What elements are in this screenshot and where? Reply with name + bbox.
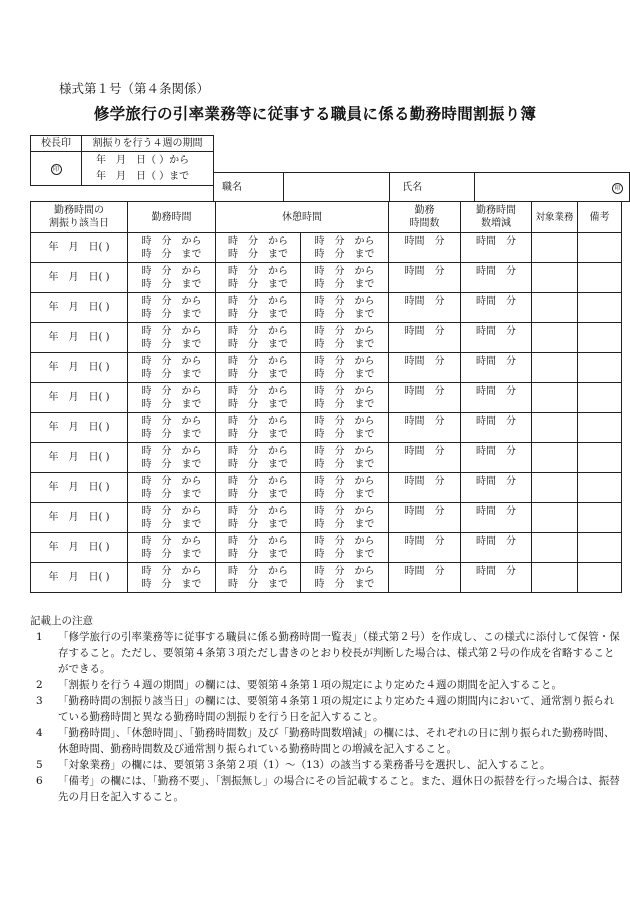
time-to-text: 時 分 まで bbox=[228, 518, 288, 530]
date-cell[interactable]: 年 月 日( ) bbox=[31, 413, 128, 443]
note-number: 6 bbox=[36, 775, 43, 787]
time-to-text: 時 分 まで bbox=[228, 248, 288, 260]
break-time-cell-2[interactable] bbox=[301, 473, 389, 503]
remarks-cell[interactable] bbox=[578, 233, 622, 263]
note-item bbox=[30, 773, 620, 805]
remarks-cell[interactable] bbox=[578, 503, 622, 533]
break-time-cell-2[interactable] bbox=[301, 443, 389, 473]
time-from-text: 時 分 から bbox=[228, 295, 288, 307]
change-cell[interactable]: 時間 分 bbox=[461, 233, 532, 263]
table-row bbox=[31, 293, 622, 323]
change-cell[interactable]: 時間 分 bbox=[461, 263, 532, 293]
date-cell[interactable]: 年 月 日( ) bbox=[31, 263, 128, 293]
table-row bbox=[31, 263, 622, 293]
remarks-cell[interactable] bbox=[578, 323, 622, 353]
remarks-cell[interactable] bbox=[578, 533, 622, 563]
time-from-text: 時 分 から bbox=[314, 295, 375, 307]
name-field[interactable] bbox=[474, 173, 629, 202]
note-number: 4 bbox=[36, 727, 43, 739]
break-time-cell-1[interactable] bbox=[216, 563, 301, 593]
time-from-text: 時 分 から bbox=[314, 385, 375, 397]
notes-list bbox=[30, 629, 620, 805]
remarks-cell[interactable] bbox=[578, 263, 622, 293]
time-from-text: 時 分 から bbox=[141, 475, 202, 487]
note-text: 「修学旅行の引率業務等に従事する職員に係る勤務時間一覧表」（様式第２号）を作成し、この様式に添付して保管・保存すること。ただし、要領第４条第３項ただし書きのとおり校長が判断した場合は、様式第２号の作成を省略することができる。 bbox=[58, 631, 620, 675]
note-number: 1 bbox=[36, 631, 43, 643]
hours-cell[interactable]: 時間 分 bbox=[389, 233, 461, 263]
work-time-cell[interactable] bbox=[128, 413, 216, 443]
time-to-text: 時 分 まで bbox=[314, 458, 375, 470]
time-from-text: 時 分 から bbox=[314, 475, 375, 487]
col-header-date-line2: 割振り該当日 bbox=[49, 218, 109, 229]
break-time-cell-2[interactable] bbox=[301, 563, 389, 593]
note-text: 「割振りを行う４週の期間」の欄には、要領第４条第１項の規定により定めた４週の期間を記入すること。 bbox=[58, 679, 562, 691]
time-to-text: 時 分 まで bbox=[228, 428, 288, 440]
note-number: 5 bbox=[36, 759, 43, 771]
time-to-text: 時 分 まで bbox=[314, 518, 375, 530]
time-to-text: 時 分 まで bbox=[228, 578, 288, 590]
break-time-cell-1[interactable] bbox=[216, 383, 301, 413]
change-cell[interactable]: 時間 分 bbox=[461, 473, 532, 503]
time-from-text: 時 分 から bbox=[314, 235, 375, 247]
break-time-cell-1[interactable] bbox=[216, 413, 301, 443]
target-cell[interactable] bbox=[532, 503, 578, 533]
col-header-hours-line2: 時間数 bbox=[409, 218, 440, 229]
note-text: 「勤務時間の割振り該当日」の欄には、要領第４条第１項の規定により定めた４週の期間内において、通常割り振られている勤務時間と異なる勤務時間の割振りを行う日を記入すること。 bbox=[58, 695, 615, 723]
time-from-text: 時 分 から bbox=[141, 445, 202, 457]
date-cell[interactable]: 年 月 日( ) bbox=[31, 563, 128, 593]
target-cell[interactable] bbox=[532, 473, 578, 503]
time-to-text: 時 分 まで bbox=[314, 428, 375, 440]
change-cell[interactable]: 時間 分 bbox=[461, 353, 532, 383]
time-from-text: 時 分 から bbox=[228, 565, 288, 577]
time-to-text: 時 分 まで bbox=[314, 488, 375, 500]
note-text: 「勤務時間」、「休憩時間」、「勤務時間数」及び「勤務時間数増減」の欄には、それぞれの日に割り振られた勤務時間、休憩時間、勤務時間数及び通常割り振られている勤務時間との増減を記入すること。 bbox=[58, 727, 615, 755]
time-from-text: 時 分 から bbox=[228, 235, 288, 247]
time-from-text: 時 分 から bbox=[314, 565, 375, 577]
break-time-cell-1[interactable] bbox=[216, 233, 301, 263]
name-label: 氏名 bbox=[390, 173, 474, 202]
time-from-text: 時 分 から bbox=[228, 355, 288, 367]
position-label: 職名 bbox=[214, 173, 284, 202]
table-row bbox=[31, 323, 622, 353]
date-cell[interactable]: 年 月 日( ) bbox=[31, 293, 128, 323]
note-item bbox=[30, 629, 620, 677]
break-time-cell-2[interactable] bbox=[301, 323, 389, 353]
col-header-change-line2: 数増減 bbox=[481, 218, 511, 229]
work-time-cell[interactable] bbox=[128, 443, 216, 473]
table-row bbox=[31, 353, 622, 383]
time-from-text: 時 分 から bbox=[141, 325, 202, 337]
remarks-cell[interactable] bbox=[578, 563, 622, 593]
time-to-text: 時 分 まで bbox=[141, 308, 202, 320]
work-time-cell[interactable] bbox=[128, 263, 216, 293]
time-from-text: 時 分 から bbox=[141, 415, 202, 427]
time-from-text: 時 分 から bbox=[141, 235, 202, 247]
hours-cell[interactable]: 時間 分 bbox=[389, 443, 461, 473]
hours-cell[interactable]: 時間 分 bbox=[389, 353, 461, 383]
date-cell[interactable]: 年 月 日( ) bbox=[31, 233, 128, 263]
time-to-text: 時 分 まで bbox=[141, 488, 202, 500]
date-cell[interactable]: 年 月 日( ) bbox=[31, 503, 128, 533]
remarks-cell[interactable] bbox=[578, 293, 622, 323]
hours-cell[interactable]: 時間 分 bbox=[389, 413, 461, 443]
work-time-cell[interactable] bbox=[128, 383, 216, 413]
date-cell[interactable]: 年 月 日( ) bbox=[31, 353, 128, 383]
time-to-text: 時 分 まで bbox=[141, 278, 202, 290]
change-cell[interactable]: 時間 分 bbox=[461, 293, 532, 323]
table-row bbox=[31, 503, 622, 533]
time-from-text: 時 分 から bbox=[314, 535, 375, 547]
break-time-cell-2[interactable] bbox=[301, 413, 389, 443]
break-time-cell-2[interactable] bbox=[301, 533, 389, 563]
break-time-cell-1[interactable] bbox=[216, 353, 301, 383]
hours-cell[interactable]: 時間 分 bbox=[389, 563, 461, 593]
time-from-text: 時 分 から bbox=[141, 295, 202, 307]
change-cell[interactable]: 時間 分 bbox=[461, 413, 532, 443]
time-from-text: 時 分 から bbox=[141, 265, 202, 277]
target-cell[interactable] bbox=[532, 563, 578, 593]
time-from-text: 時 分 から bbox=[141, 505, 202, 517]
note-item bbox=[30, 725, 620, 757]
time-from-text: 時 分 から bbox=[228, 385, 288, 397]
time-to-text: 時 分 まで bbox=[228, 458, 288, 470]
work-time-cell[interactable] bbox=[128, 293, 216, 323]
remarks-cell[interactable] bbox=[578, 413, 622, 443]
time-to-text: 時 分 まで bbox=[314, 338, 375, 350]
break-time-cell-1[interactable] bbox=[216, 503, 301, 533]
principal-seal-cell[interactable] bbox=[31, 152, 82, 186]
target-cell[interactable] bbox=[532, 443, 578, 473]
time-to-text: 時 分 まで bbox=[228, 368, 288, 380]
break-time-cell-2[interactable] bbox=[301, 383, 389, 413]
target-cell[interactable] bbox=[532, 233, 578, 263]
time-to-text: 時 分 まで bbox=[141, 368, 202, 380]
time-from-text: 時 分 から bbox=[141, 565, 202, 577]
time-to-text: 時 分 まで bbox=[314, 248, 375, 260]
hours-cell[interactable]: 時間 分 bbox=[389, 293, 461, 323]
table-row bbox=[31, 413, 622, 443]
time-from-text: 時 分 から bbox=[228, 445, 288, 457]
break-time-cell-2[interactable] bbox=[301, 293, 389, 323]
time-to-text: 時 分 まで bbox=[228, 278, 288, 290]
time-from-text: 時 分 から bbox=[141, 535, 202, 547]
form-number: 様式第１号（第４条関係） bbox=[59, 81, 210, 96]
table-row bbox=[31, 473, 622, 503]
target-cell[interactable] bbox=[532, 323, 578, 353]
hours-cell[interactable]: 時間 分 bbox=[389, 503, 461, 533]
time-to-text: 時 分 まで bbox=[228, 398, 288, 410]
note-text: 「対象業務」の欄には、要領第３条第２項（1）～（13）の該当する業務番号を選択し、記入すること。 bbox=[58, 759, 551, 771]
col-header-change-line1: 勤務時間 bbox=[476, 205, 516, 216]
change-cell[interactable]: 時間 分 bbox=[461, 533, 532, 563]
hours-cell[interactable]: 時間 分 bbox=[389, 473, 461, 503]
target-cell[interactable] bbox=[532, 263, 578, 293]
time-from-text: 時 分 から bbox=[228, 265, 288, 277]
period-to: 年 月 日（ ）まで bbox=[96, 170, 190, 182]
col-header-remarks: 備考 bbox=[578, 202, 622, 233]
time-to-text: 時 分 まで bbox=[228, 548, 288, 560]
date-cell[interactable]: 年 月 日( ) bbox=[31, 383, 128, 413]
note-item bbox=[30, 677, 620, 693]
change-cell[interactable]: 時間 分 bbox=[461, 323, 532, 353]
target-cell[interactable] bbox=[532, 533, 578, 563]
break-time-cell-2[interactable] bbox=[301, 503, 389, 533]
date-cell[interactable]: 年 月 日( ) bbox=[31, 443, 128, 473]
break-time-cell-2[interactable] bbox=[301, 353, 389, 383]
time-to-text: 時 分 まで bbox=[314, 398, 375, 410]
position-field[interactable] bbox=[284, 173, 390, 202]
period-from: 年 月 日（ ）から bbox=[96, 154, 190, 166]
time-to-text: 時 分 まで bbox=[228, 308, 288, 320]
table-row bbox=[31, 383, 622, 413]
remarks-cell[interactable] bbox=[578, 383, 622, 413]
time-to-text: 時 分 まで bbox=[141, 518, 202, 530]
date-cell[interactable]: 年 月 日( ) bbox=[31, 533, 128, 563]
note-item bbox=[30, 693, 620, 725]
time-to-text: 時 分 まで bbox=[141, 458, 202, 470]
principal-seal-label: 校長印 bbox=[31, 136, 82, 152]
break-time-cell-1[interactable] bbox=[216, 473, 301, 503]
remarks-cell[interactable] bbox=[578, 473, 622, 503]
work-time-cell[interactable] bbox=[128, 503, 216, 533]
date-cell[interactable]: 年 月 日( ) bbox=[31, 473, 128, 503]
table-row bbox=[31, 443, 622, 473]
work-time-cell[interactable] bbox=[128, 233, 216, 263]
time-from-text: 時 分 から bbox=[314, 505, 375, 517]
note-item bbox=[30, 757, 620, 773]
col-header-break-time: 休憩時間 bbox=[216, 202, 389, 233]
break-time-cell-2[interactable] bbox=[301, 263, 389, 293]
notes-section bbox=[30, 613, 620, 805]
break-time-cell-1[interactable] bbox=[216, 263, 301, 293]
document-title: 修学旅行の引率業務等に従事する職員に係る勤務時間割振り簿 bbox=[93, 104, 537, 123]
break-time-cell-1[interactable] bbox=[216, 323, 301, 353]
time-from-text: 時 分 から bbox=[314, 355, 375, 367]
time-from-text: 時 分 から bbox=[314, 265, 375, 277]
col-header-change bbox=[461, 202, 532, 233]
break-time-cell-1[interactable] bbox=[216, 443, 301, 473]
col-header-hours bbox=[389, 202, 461, 233]
target-cell[interactable] bbox=[532, 353, 578, 383]
time-to-text: 時 分 まで bbox=[141, 338, 202, 350]
table-row bbox=[31, 233, 622, 263]
schedule-grid bbox=[30, 201, 622, 593]
time-to-text: 時 分 まで bbox=[228, 338, 288, 350]
work-time-cell[interactable] bbox=[128, 533, 216, 563]
time-from-text: 時 分 から bbox=[228, 505, 288, 517]
col-header-date-line1: 勤務時間の bbox=[54, 205, 104, 216]
break-time-cell-1[interactable] bbox=[216, 533, 301, 563]
period-table bbox=[30, 135, 214, 186]
target-cell[interactable] bbox=[532, 293, 578, 323]
time-from-text: 時 分 から bbox=[228, 325, 288, 337]
time-from-text: 時 分 から bbox=[314, 325, 375, 337]
time-to-text: 時 分 まで bbox=[141, 578, 202, 590]
time-from-text: 時 分 から bbox=[228, 535, 288, 547]
hours-cell[interactable]: 時間 分 bbox=[389, 263, 461, 293]
note-text: 「備考」の欄には、「勤務不要」、「割振無し」の場合にその旨記載すること。また、週休日の振替を行った場合は、振替先の月日を記入すること。 bbox=[58, 775, 620, 803]
time-to-text: 時 分 まで bbox=[314, 278, 375, 290]
target-cell[interactable] bbox=[532, 413, 578, 443]
time-to-text: 時 分 まで bbox=[141, 248, 202, 260]
seal-icon: 印 bbox=[51, 164, 62, 175]
change-cell[interactable]: 時間 分 bbox=[461, 443, 532, 473]
break-time-cell-2[interactable] bbox=[301, 233, 389, 263]
time-to-text: 時 分 まで bbox=[314, 368, 375, 380]
target-cell[interactable] bbox=[532, 383, 578, 413]
time-from-text: 時 分 から bbox=[141, 385, 202, 397]
hours-cell[interactable]: 時間 分 bbox=[389, 323, 461, 353]
note-number: 2 bbox=[36, 679, 43, 691]
time-to-text: 時 分 まで bbox=[141, 398, 202, 410]
staff-info-table bbox=[213, 172, 630, 202]
col-header-work-time: 勤務時間 bbox=[128, 202, 216, 233]
period-label: 割振りを行う４週の期間 bbox=[82, 136, 214, 152]
work-time-cell[interactable] bbox=[128, 563, 216, 593]
time-to-text: 時 分 まで bbox=[141, 548, 202, 560]
hours-cell[interactable]: 時間 分 bbox=[389, 533, 461, 563]
work-time-cell[interactable] bbox=[128, 323, 216, 353]
time-from-text: 時 分 から bbox=[314, 445, 375, 457]
time-to-text: 時 分 まで bbox=[228, 488, 288, 500]
remarks-cell[interactable] bbox=[578, 353, 622, 383]
break-time-cell-1[interactable] bbox=[216, 293, 301, 323]
schedule-rows bbox=[31, 233, 622, 593]
col-header-hours-line1: 勤務 bbox=[414, 205, 435, 216]
table-row bbox=[31, 533, 622, 563]
col-header-date bbox=[31, 202, 128, 233]
time-to-text: 時 分 まで bbox=[141, 428, 202, 440]
col-header-target: 対象業務 bbox=[532, 202, 578, 233]
note-number: 3 bbox=[36, 695, 43, 707]
period-cell[interactable] bbox=[82, 152, 214, 186]
hours-cell[interactable]: 時間 分 bbox=[389, 383, 461, 413]
remarks-cell[interactable] bbox=[578, 443, 622, 473]
time-to-text: 時 分 まで bbox=[314, 578, 375, 590]
table-row bbox=[31, 563, 622, 593]
work-time-cell[interactable] bbox=[128, 473, 216, 503]
time-from-text: 時 分 から bbox=[314, 415, 375, 427]
time-from-text: 時 分 から bbox=[228, 415, 288, 427]
time-from-text: 時 分 から bbox=[228, 475, 288, 487]
date-cell[interactable]: 年 月 日( ) bbox=[31, 323, 128, 353]
notes-heading: 記載上の注意 bbox=[30, 615, 93, 627]
time-from-text: 時 分 から bbox=[141, 355, 202, 367]
work-time-cell[interactable] bbox=[128, 353, 216, 383]
seal-icon: 印 bbox=[612, 183, 623, 194]
change-cell[interactable]: 時間 分 bbox=[461, 563, 532, 593]
time-to-text: 時 分 まで bbox=[314, 308, 375, 320]
time-to-text: 時 分 まで bbox=[314, 548, 375, 560]
change-cell[interactable]: 時間 分 bbox=[461, 383, 532, 413]
change-cell[interactable]: 時間 分 bbox=[461, 503, 532, 533]
